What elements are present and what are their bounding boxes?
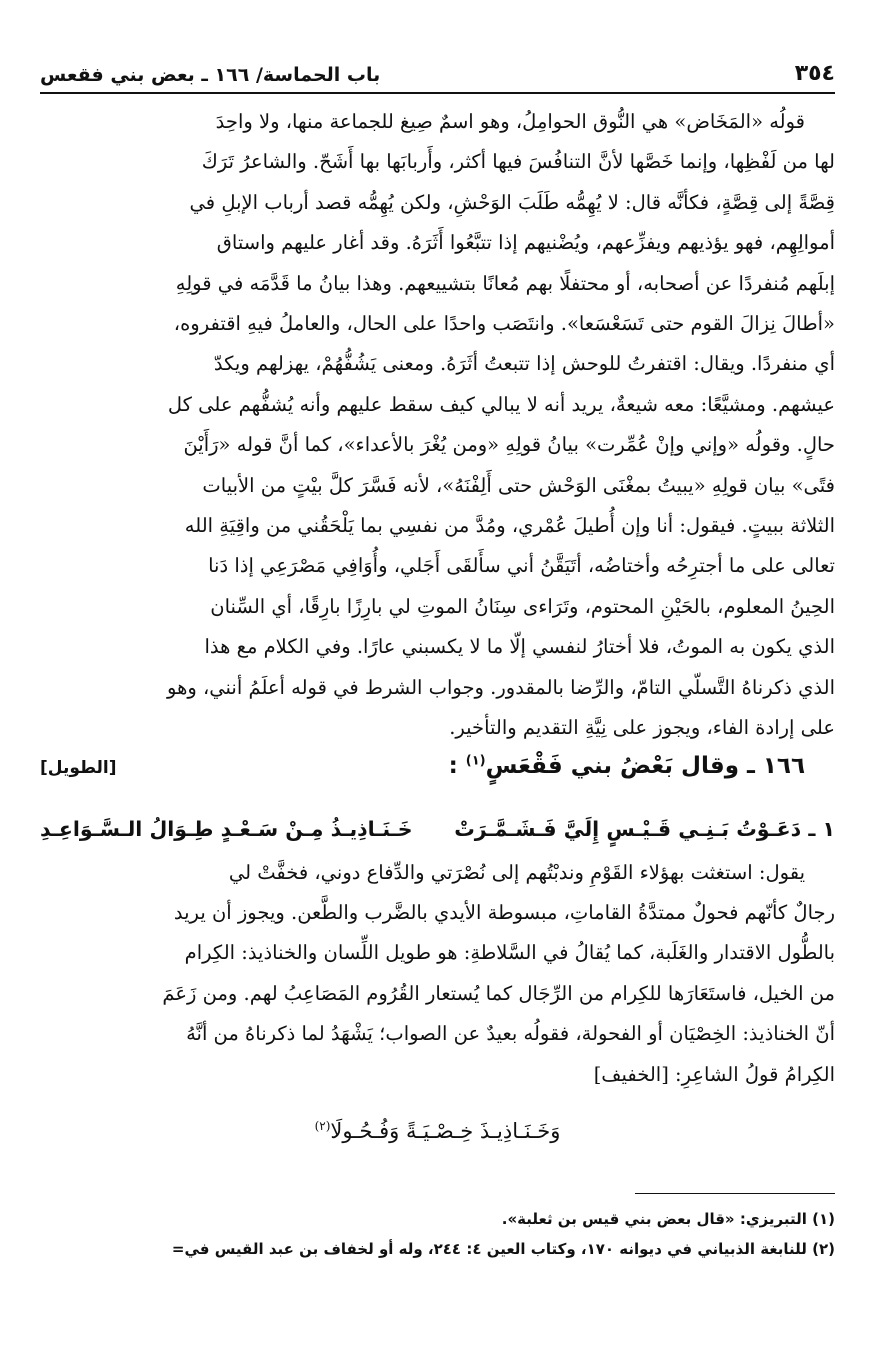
text-line: عيشهم. ومشيَّعًا: معه شيعةٌ، يريد أنه لا يبالي كيف سقط عليهم وأنه يُشفُّهم على كل [167, 392, 835, 416]
footnote-1: (١) التبريزي: «قال بعض بني قيس بن ثعلبة». [501, 1210, 835, 1228]
text-line: تعالى على ما أجترِحُه وأختاضُه، أتَيَقَّنُ أني سأَلقَى أَجَلي، وأُوَافِي مَصْرَعِي إذا دَنا [208, 554, 835, 578]
text-line: أي منفردًا. ويقال: اقتفرتُ للوحش إذا تتبعتُ أثَرَهُ. ومعنى يَشُفُّهُمْ، يهزلهم ويكدّ [213, 352, 835, 376]
meter-label: [الطويل] [40, 757, 117, 778]
section-title-text: ١٦٦ ـ وقال بَعْضُ بني فَقْعَسٍ [485, 752, 805, 779]
text-line: حالٍ. وقولُه «وإني وإنْ عُمِّرت» بيانُ قولِهِ «ومن يُغْرَ بالأعداء»، كما أنَّ قوله «رَأَيْنَ [183, 433, 835, 457]
verse-first-hemistich [454, 817, 835, 841]
header-rule [40, 92, 835, 94]
text-line: قِصَّةً إلى قِصَّةٍ، فكأنَّه قال: لا يُهِمُّه طَلَبَ الوَحْشِ، ولكن يُهِمُّه قصد أرباب الإبلِ في [189, 190, 835, 214]
text-line: من الخيل، فاستَعَارَها للكِرام من الرِّجَال كما يُستعار القُرُوم المَصَاعِبُ لهم. ومن زَعَمَ [162, 981, 835, 1005]
footnote-separator [635, 1193, 835, 1194]
running-title: باب الحماسة/ ١٦٦ ـ بعض بني فقعس [40, 64, 381, 86]
text-line: فتًى» بيان قولِهِ «يبيتُ بمغْنَى الوَحْش حتى أَلِفْنَهُ»، لأنه فَسَّرَ كلَّ بيْتٍ من الأبيات [202, 473, 835, 497]
text-line: أموالِهِم، فهو يؤذيهم ويفزِّعهم، ويُضْنيهم إذا تتبَّعُوا أَثَرَهُ. وقد أغار عليهم واستاق [216, 231, 835, 255]
text-line: الحِينُ المعلوم، بالحَيْنِ المحتوم، وتَرَاءى سِنَانُ الموتِ لي بارِزًا بارِقًا، أي السِّنان [210, 594, 835, 618]
footnote-marker: (٢) [314, 1118, 331, 1133]
page-body [40, 102, 835, 1153]
text-line: على إرادة الفاء، ويجوز على نِيَّةِ التقديم والتأخير. [449, 716, 835, 740]
hemistich-text: دَعَـوْتُ بَـنِـي قَـيْـسٍ إِلَيَّ فَـشَـمَّـرَتْ [454, 816, 802, 841]
footnote-marker: (١) [465, 752, 486, 768]
verse-second-hemistich: خَـنَـاذِيـذُ مِـنْ سَـعْـدٍ طِـوَالُ الـسَّـوَاعِـدِ [40, 816, 413, 841]
footnotes [30, 1204, 835, 1264]
text-line: إبلَهم مُنفردًا عن أصحابه، أو محتفلًا بهم مُعانًا بتشييعهم. وهذا بيانُ ما قَدَّمَه في قولِهِ [175, 271, 835, 295]
text-line: بالطُّول الاقتدار والغَلَبة، كما يُقالُ في السَّلاطةِ: هو طويل اللِّسان والخناذيذ: الكِرام [184, 941, 835, 965]
explanation-paragraph [40, 853, 835, 1095]
quoted-verse [40, 1099, 835, 1153]
quoted-verse-text: وَخَـنَـاذِيـذَ خِـصْـيَـةً وَفُـحُـولَا [330, 1118, 561, 1143]
poem-verse [40, 805, 835, 853]
verse-number: ١ ـ [808, 816, 835, 841]
text-line: رجالٌ كأنّهم فحولٌ ممتدَّةُ القاماتِ، مبسوطة الأيدي بالضَّرب والطَّعن. ويجوز أن يريد [173, 900, 835, 924]
text-line: الذي ذكرناهُ التَّسلّي التامّ، والرِّضا بالمقدور. وجواب الشرط في قوله أعلَمُ أنني، وهو [167, 675, 835, 699]
text-line: الكِرامُ قولُ الشاعِرِ: [الخفيف] [593, 1062, 835, 1086]
page-number: ٣٥٤ [794, 61, 835, 86]
text-line: الثلاثة ببيتٍ. فيقول: أنا وإن أُطيلَ عُمْري، ومُدَّ من نفسِي بما يَلْحَقُني من واقِيَةِ الله [184, 514, 835, 538]
text-line: قولُه «المَخَاض» هي النُّوق الحوامِلُ، وهو اسمٌ صِيغ للجماعة منها، ولا واحِدَ [215, 110, 805, 133]
section-colon: : [448, 752, 458, 779]
text-line: أنّ الخناذيذ: الخِصْيَان أو الفحولة، فقولُه بعيدٌ عن الصواب؛ يَشْهَدُ لما ذكرناهُ من أنَّهُ [186, 1022, 835, 1046]
text-line: يقول: استغثت بهؤلاء القَوْمِ وندبْتُهم إلى نُصْرَتي والدِّفاع دوني، فخفَّتْ لي [228, 860, 805, 884]
page-header [40, 46, 835, 86]
text-line: الذي يكون به الموتُ، فلا أختارُ لنفسي إلّا ما لا يكسبني عارًا. وفي الكلام مع هذا [204, 635, 835, 659]
section-title [449, 753, 805, 779]
text-line: لها من لَفْظِها، وإنما خَصَّها لأنَّ التنافُسَ فيها أكثر، وأَربابَها بها أَشَحّ. والشاعرُ تَرَكَ [201, 150, 835, 174]
section-heading-row [40, 753, 835, 805]
text-line: «أطالَ نِزالَ القوم حتى تَسَعْسَعا». وانتَصَب واحدًا على الحال، والعاملُ فيهِ اقتفروه، [173, 312, 835, 336]
commentary-paragraph [40, 102, 835, 749]
footnote-2: (٢) للنابغة الذبياني في ديوانه ١٧٠، وكتاب العين ٤: ٢٤٤، وله أو لخفاف بن عبد القيس في= [171, 1240, 835, 1258]
